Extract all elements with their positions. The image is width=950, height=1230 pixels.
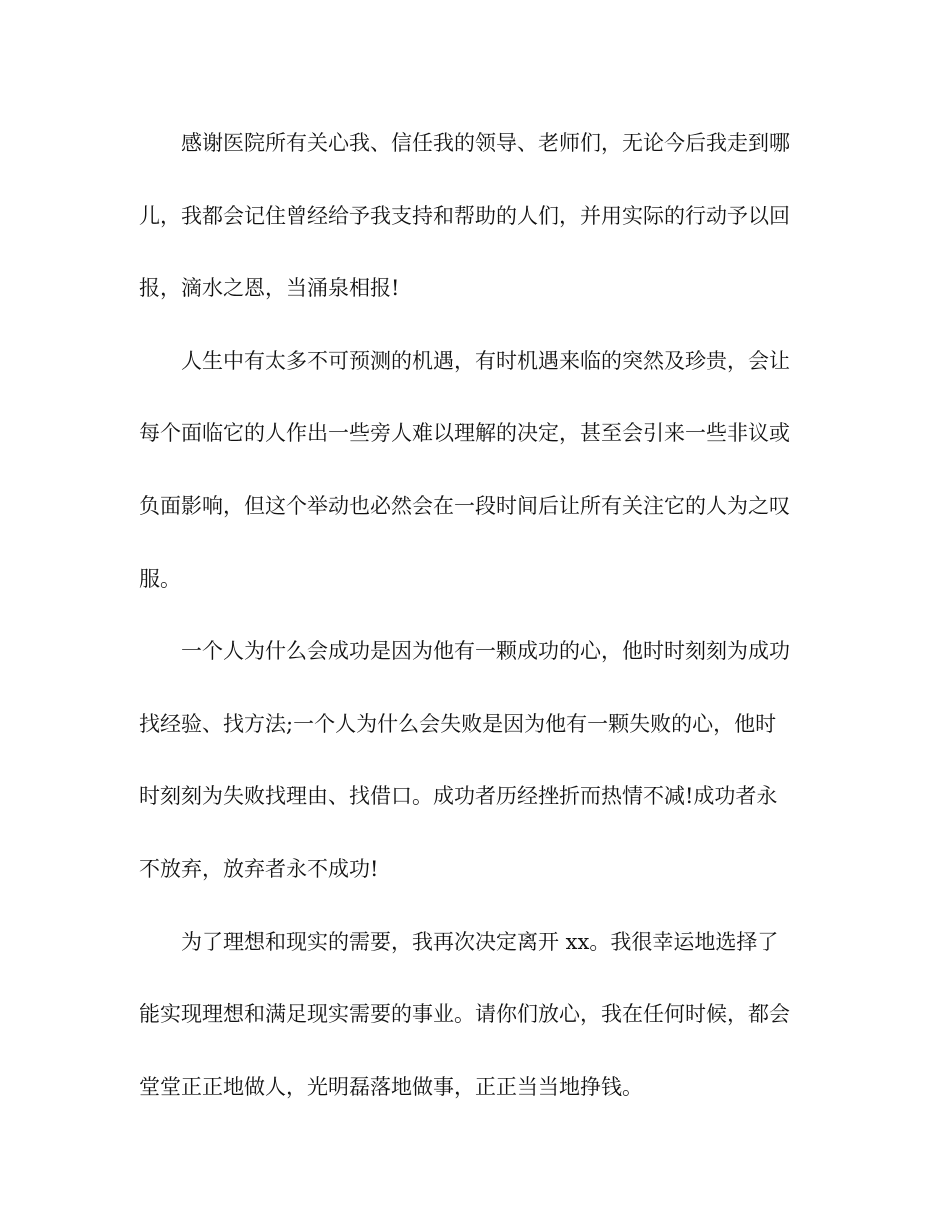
- text-line: 服。: [139, 566, 181, 591]
- text-line: 儿，我都会记住曾经给予我支持和帮助的人们，并用实际的行动予以回: [139, 203, 790, 228]
- text-line: 负面影响，但这个举动也必然会在一段时间后让所有关注它的人为之叹: [139, 493, 790, 518]
- text-line: 为了理想和现实的需要，我再次决定离开 xx。我很幸运地选择了: [181, 929, 779, 954]
- text-line: 每个面临它的人作出一些旁人难以理解的决定，甚至会引来一些非议或: [139, 421, 790, 446]
- text-line: 感谢医院所有关心我、信任我的领导、老师们，无论今后我走到哪: [181, 131, 790, 155]
- text-line: 一个人为什么会成功是因为他有一颗成功的心，他时时刻刻为成功: [181, 639, 790, 664]
- document-body: [139, 123, 814, 1139]
- text-line: 人生中有太多不可预测的机遇，有时机遇来临的突然及珍贵，会让: [181, 348, 790, 373]
- text-line: 找经验、找方法;一个人为什么会失败是因为他有一颗失败的心，他时: [139, 711, 777, 736]
- text-line: 不放弃，放弃者永不成功!: [139, 856, 379, 881]
- text-line: 时刻刻为失败找理由、找借口。成功者历经挫折而热情不减!成功者永: [139, 784, 778, 809]
- text-line: 报，滴水之恩，当涌泉相报!: [139, 276, 400, 301]
- text-line: 能实现理想和满足现实需要的事业。请你们放心，我在任何时候，都会: [139, 1002, 790, 1027]
- text-line: 堂堂正正地做人，光明磊落地做事，正正当当地挣钱。: [139, 1074, 643, 1099]
